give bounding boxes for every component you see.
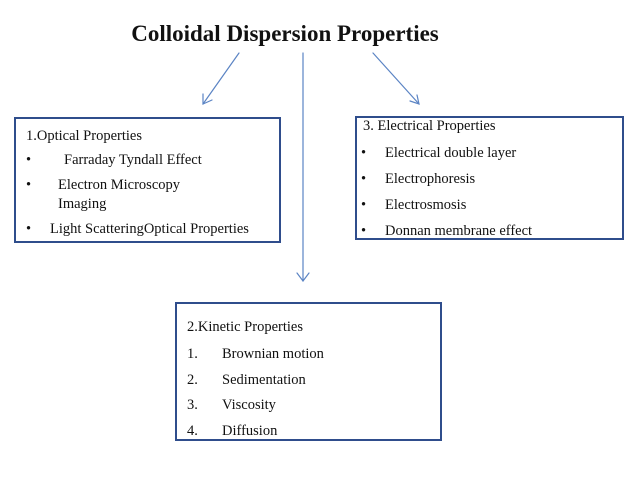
electrical-item-double-layer (361, 140, 622, 166)
item-number: 4. (187, 422, 198, 439)
kinetic-heading: 2.Kinetic Properties (187, 319, 303, 335)
optical-item-tyndall (26, 148, 279, 173)
optical-item-label: Electron Microscopy Imaging (58, 177, 181, 212)
bullet: • (26, 152, 32, 168)
optical-item-label: Farraday Tyndall Effect (64, 152, 202, 168)
bullet: • (361, 145, 367, 161)
electrical-heading: 3. Electrical Properties (363, 118, 496, 134)
bullet: • (361, 171, 367, 187)
kinetic-item-label: Sedimentation (222, 371, 306, 388)
diagram-title: Colloidal Dispersion Properties (131, 21, 439, 46)
item-number: 1. (187, 346, 198, 362)
kinetic-item-label: Diffusion (222, 422, 278, 439)
electrical-item-donnan (361, 218, 622, 244)
bullet: • (361, 223, 367, 239)
arrow-to-optical (203, 53, 239, 104)
electrical-item-electrosmosis (361, 192, 622, 218)
item-number: 2. (187, 371, 198, 388)
electrical-item-label: Electrical double layer (385, 145, 517, 161)
optical-item-microscopy (26, 176, 279, 214)
arrow-to-electrical (373, 53, 419, 104)
optical-properties-box (14, 117, 281, 243)
kinetic-item-label: Brownian motion (222, 346, 324, 362)
optical-item-scattering (26, 217, 279, 242)
kinetic-item-viscosity (187, 393, 440, 419)
optical-heading: 1.Optical Properties (26, 128, 142, 144)
kinetic-item-sedimentation (187, 368, 440, 394)
bullet: • (361, 197, 367, 213)
kinetic-properties-box (175, 302, 442, 441)
optical-item-label: Light ScatteringOptical Properties (50, 221, 249, 237)
arrow-to-kinetic (297, 53, 309, 281)
kinetic-item-brownian (187, 342, 440, 368)
kinetic-item-diffusion (187, 419, 440, 445)
bullet: • (26, 177, 32, 193)
electrical-item-label: Electrophoresis (385, 171, 476, 187)
electrical-item-label: Donnan membrane effect (385, 223, 533, 239)
electrical-properties-box (355, 116, 624, 240)
item-number: 3. (187, 397, 198, 413)
bullet: • (26, 221, 32, 237)
electrical-item-label: Electrosmosis (385, 197, 467, 213)
kinetic-item-label: Viscosity (222, 397, 276, 413)
electrical-item-electrophoresis (361, 166, 622, 192)
